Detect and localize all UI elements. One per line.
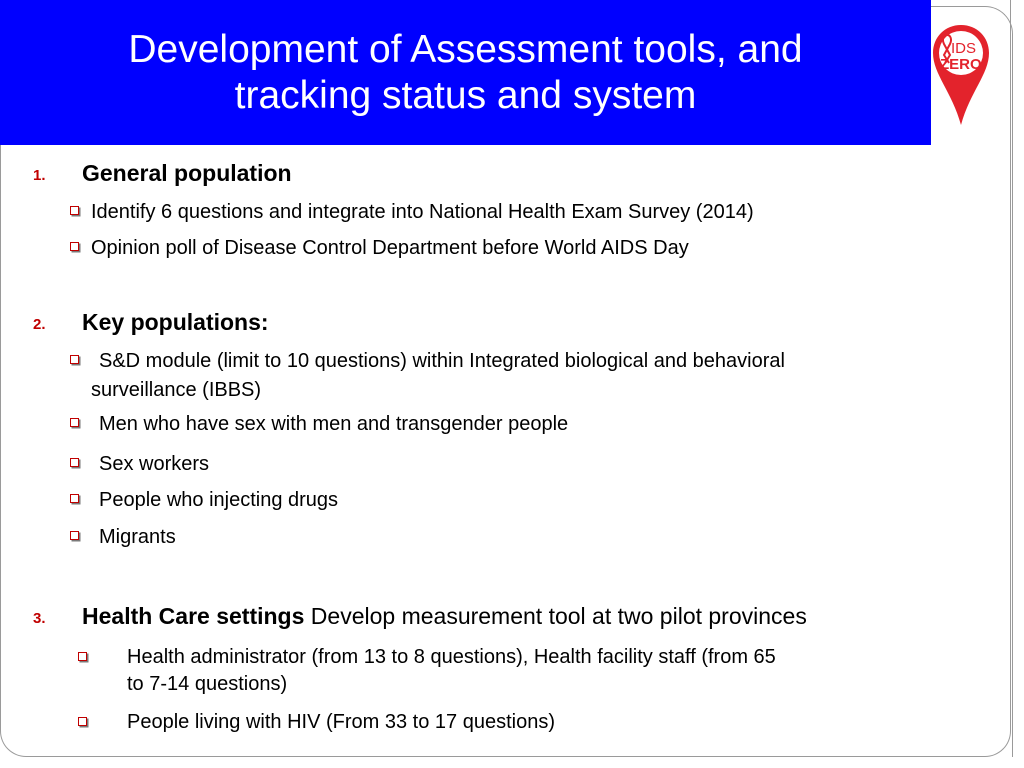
- list-item: People living with HIV (From 33 to 17 questions): [127, 711, 555, 733]
- square-bullet-icon: [70, 206, 79, 215]
- square-bullet-icon: [70, 531, 79, 540]
- list-item: Migrants: [99, 526, 176, 548]
- section-heading: [82, 603, 807, 630]
- slide-title: Development of Assessment tools, and tracking status and system: [128, 27, 803, 117]
- aids-zero-ribbon-pin-icon: [930, 22, 992, 128]
- section-number: 1.: [33, 167, 46, 184]
- square-bullet-icon: [78, 652, 87, 661]
- square-bullet-icon: [70, 494, 79, 503]
- section-number: 2.: [33, 316, 46, 333]
- square-bullet-icon: [70, 418, 79, 427]
- section-heading: [82, 309, 269, 336]
- list-item: Health administrator (from 13 to 8 questions), Health facility staff (from 65: [127, 646, 776, 668]
- list-item-continued: to 7-14 questions): [127, 673, 288, 695]
- section-heading: [82, 160, 292, 187]
- section-heading-rest: Develop measurement tool at two pilot provinces: [304, 603, 807, 629]
- list-item: Men who have sex with men and transgender people: [99, 413, 569, 435]
- list-item: Identify 6 questions and integrate into National Health Exam Survey (2014): [91, 201, 754, 223]
- square-bullet-icon: [70, 242, 79, 251]
- title-bar: [0, 0, 931, 145]
- section-heading-text: Health Care settings: [82, 603, 305, 629]
- logo-text-bottom: ZERO: [940, 56, 982, 73]
- list-item: S&D module (limit to 10 questions) within Integrated biological and behavioral: [99, 350, 785, 372]
- square-bullet-icon: [70, 458, 79, 467]
- section-number: 3.: [33, 610, 46, 627]
- list-item: Opinion poll of Disease Control Department before World AIDS Day: [91, 237, 689, 259]
- logo-text-top: IDS: [951, 40, 977, 57]
- list-item: People who injecting drugs: [99, 489, 339, 511]
- list-item-continued: surveillance (IBBS): [91, 379, 262, 401]
- square-bullet-icon: [70, 355, 79, 364]
- square-bullet-icon: [78, 717, 87, 726]
- section-heading-text: Key populations:: [82, 309, 269, 335]
- list-item: Sex workers: [99, 453, 210, 475]
- section-heading-text: General population: [82, 160, 292, 186]
